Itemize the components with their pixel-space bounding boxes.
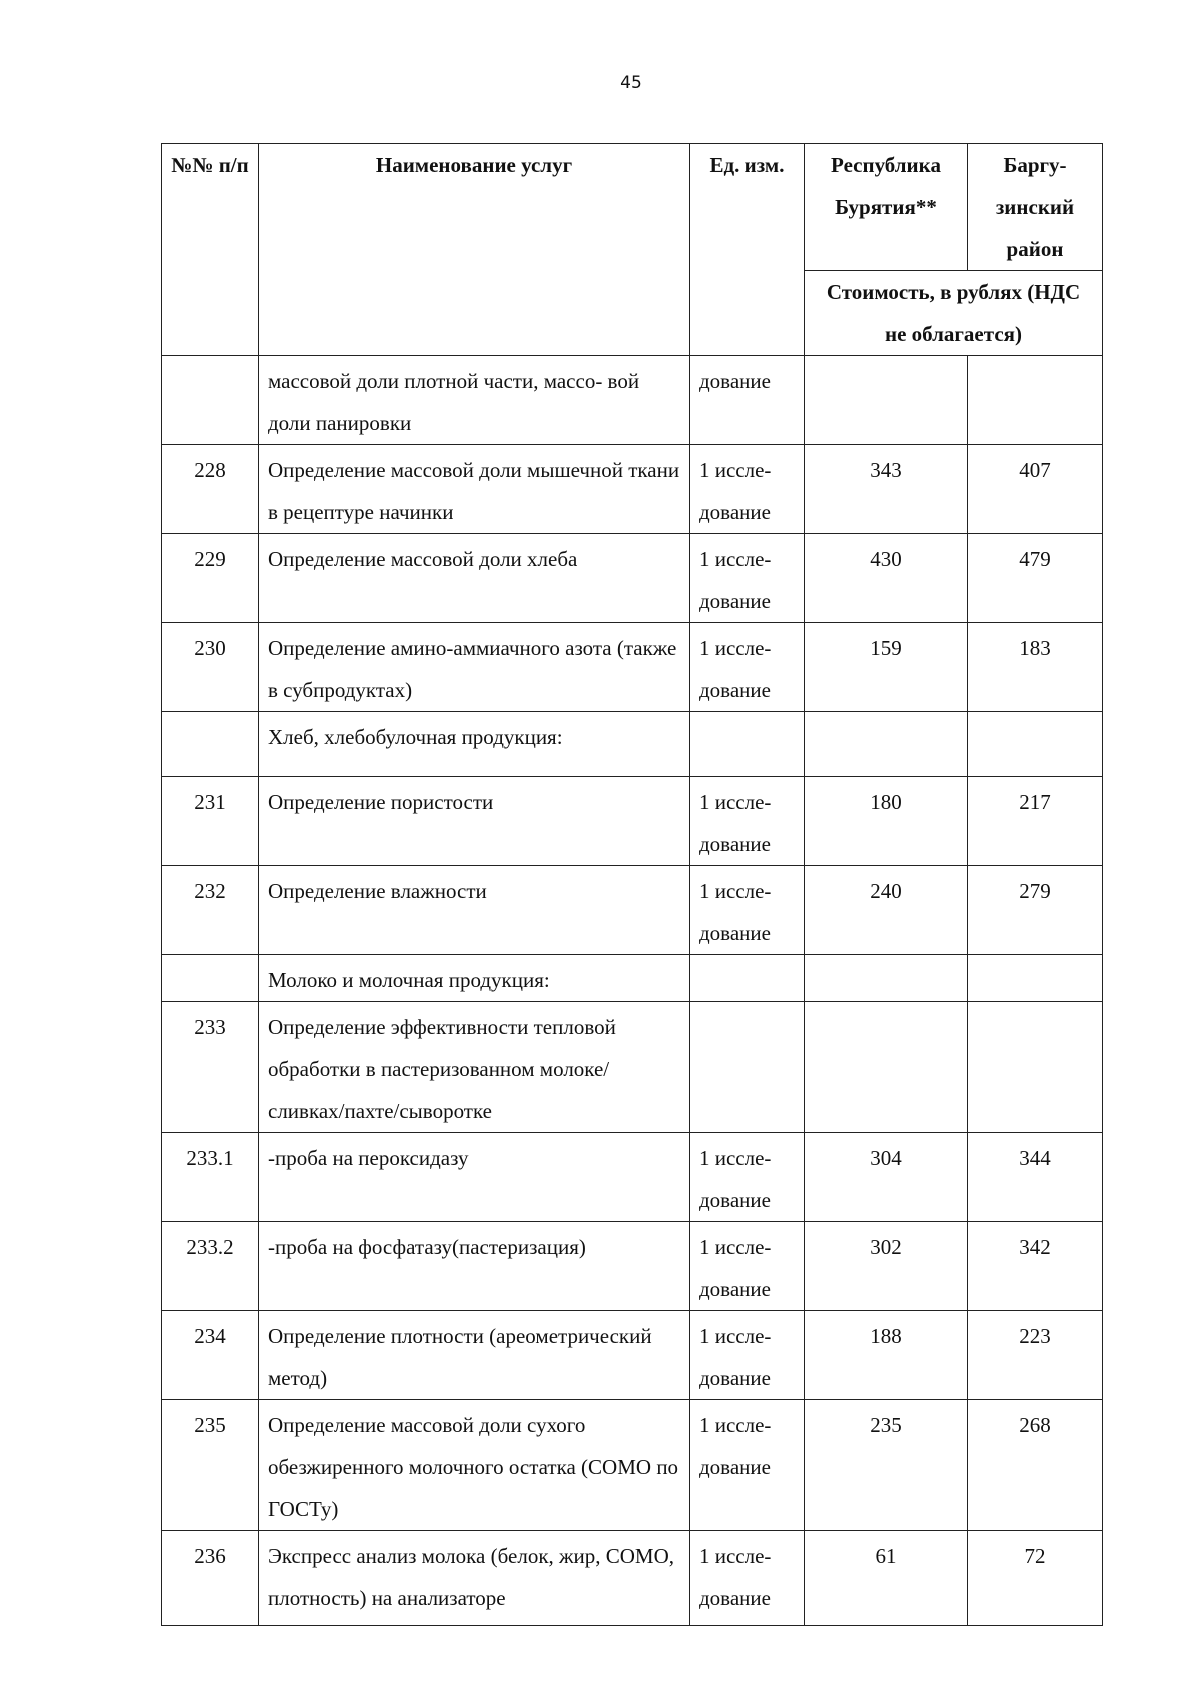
row-price-buryatia: 430 (805, 534, 968, 623)
row-num: 228 (162, 445, 259, 534)
section-title: Молоко и молочная продукция: (259, 955, 690, 1002)
row-price-buryatia: 304 (805, 1133, 968, 1222)
row-price-buryatia: 235 (805, 1400, 968, 1531)
row-price-barguzin: 342 (968, 1222, 1103, 1311)
row-name: Определение эффективности тепловой обработки в пастеризованном молоке/сливках/пахте/сыворотке (259, 1002, 690, 1133)
row-num: 233.1 (162, 1133, 259, 1222)
row-unit: 1 иссле- дование (690, 623, 805, 712)
row-name: Определение массовой доли мышечной ткани в рецептуре начинки (259, 445, 690, 534)
table-row (162, 1002, 1103, 1133)
row-price-barguzin: 344 (968, 1133, 1103, 1222)
row-name: Определение влажности (259, 866, 690, 955)
row-price-barguzin (968, 712, 1103, 777)
section-row (162, 712, 1103, 777)
row-price-buryatia: 188 (805, 1311, 968, 1400)
row-name: -проба на фосфатазу(пастеризация) (259, 1222, 690, 1311)
row-name: Определение плотности (ареометрический метод) (259, 1311, 690, 1400)
row-price-buryatia: 302 (805, 1222, 968, 1311)
table-row (162, 1311, 1103, 1400)
table-row (162, 356, 1103, 445)
row-unit: 1 иссле- дование (690, 445, 805, 534)
row-num: 232 (162, 866, 259, 955)
row-price-buryatia (805, 356, 968, 445)
row-unit (690, 955, 805, 1002)
row-price-barguzin: 268 (968, 1400, 1103, 1531)
row-price-buryatia (805, 1002, 968, 1133)
row-price-buryatia (805, 712, 968, 777)
row-num: 233.2 (162, 1222, 259, 1311)
table-row (162, 866, 1103, 955)
header-region-buryatia: Республика Бурятия** (805, 144, 968, 271)
header-unit: Ед. изм. (690, 144, 805, 356)
row-unit: 1 иссле- дование (690, 1400, 805, 1531)
row-price-barguzin (968, 955, 1103, 1002)
row-price-buryatia (805, 955, 968, 1002)
row-unit: 1 иссле- дование (690, 1133, 805, 1222)
row-name: Определение амино-аммиачного азота (также в субпродуктах) (259, 623, 690, 712)
header-cost: Стоимость, в рублях (НДС не облагается) (805, 271, 1103, 356)
row-num: 235 (162, 1400, 259, 1531)
row-price-buryatia: 61 (805, 1531, 968, 1626)
row-unit: дование (690, 356, 805, 445)
row-num (162, 712, 259, 777)
header-num: №№ п/п (162, 144, 259, 356)
row-price-barguzin: 217 (968, 777, 1103, 866)
row-name: массовой доли плотной части, массо- вой доли панировки (259, 356, 690, 445)
row-unit: 1 иссле- дование (690, 866, 805, 955)
row-num: 233 (162, 1002, 259, 1133)
row-price-barguzin (968, 356, 1103, 445)
section-row (162, 955, 1103, 1002)
row-name: Определение пористости (259, 777, 690, 866)
row-price-buryatia: 343 (805, 445, 968, 534)
table-row (162, 534, 1103, 623)
table-row (162, 1531, 1103, 1626)
row-price-barguzin: 223 (968, 1311, 1103, 1400)
row-name: Определение массовой доли сухого обезжиренного молочного остатка (СОМО по ГОСТу) (259, 1400, 690, 1531)
row-num (162, 955, 259, 1002)
table-row (162, 623, 1103, 712)
row-num: 230 (162, 623, 259, 712)
row-unit (690, 1002, 805, 1133)
row-unit: 1 иссле- дование (690, 1222, 805, 1311)
table-row (162, 1400, 1103, 1531)
row-price-barguzin (968, 1002, 1103, 1133)
table-row (162, 777, 1103, 866)
price-table (161, 143, 1103, 1626)
table-row (162, 1222, 1103, 1311)
row-price-buryatia: 240 (805, 866, 968, 955)
row-num: 231 (162, 777, 259, 866)
row-num: 234 (162, 1311, 259, 1400)
row-num: 236 (162, 1531, 259, 1626)
row-price-buryatia: 180 (805, 777, 968, 866)
row-unit: 1 иссле- дование (690, 1531, 805, 1626)
row-num: 229 (162, 534, 259, 623)
row-unit: 1 иссле- дование (690, 534, 805, 623)
table-row (162, 1133, 1103, 1222)
row-unit: 1 иссле- дование (690, 777, 805, 866)
row-unit (690, 712, 805, 777)
row-price-barguzin: 72 (968, 1531, 1103, 1626)
page-number: 45 (620, 73, 642, 93)
row-price-barguzin: 407 (968, 445, 1103, 534)
row-num (162, 356, 259, 445)
row-price-barguzin: 183 (968, 623, 1103, 712)
row-unit: 1 иссле- дование (690, 1311, 805, 1400)
table-row (162, 445, 1103, 534)
row-name: Экспресс анализ молока (белок, жир, СОМО, плотность) на анализаторе (259, 1531, 690, 1626)
header-region-barguzin: Баргу- зинский район (968, 144, 1103, 271)
row-name: -проба на пероксидазу (259, 1133, 690, 1222)
row-name: Определение массовой доли хлеба (259, 534, 690, 623)
header-name: Наименование услуг (259, 144, 690, 356)
row-price-buryatia: 159 (805, 623, 968, 712)
section-title: Хлеб, хлебобулочная продукция: (259, 712, 690, 777)
row-price-barguzin: 279 (968, 866, 1103, 955)
row-price-barguzin: 479 (968, 534, 1103, 623)
